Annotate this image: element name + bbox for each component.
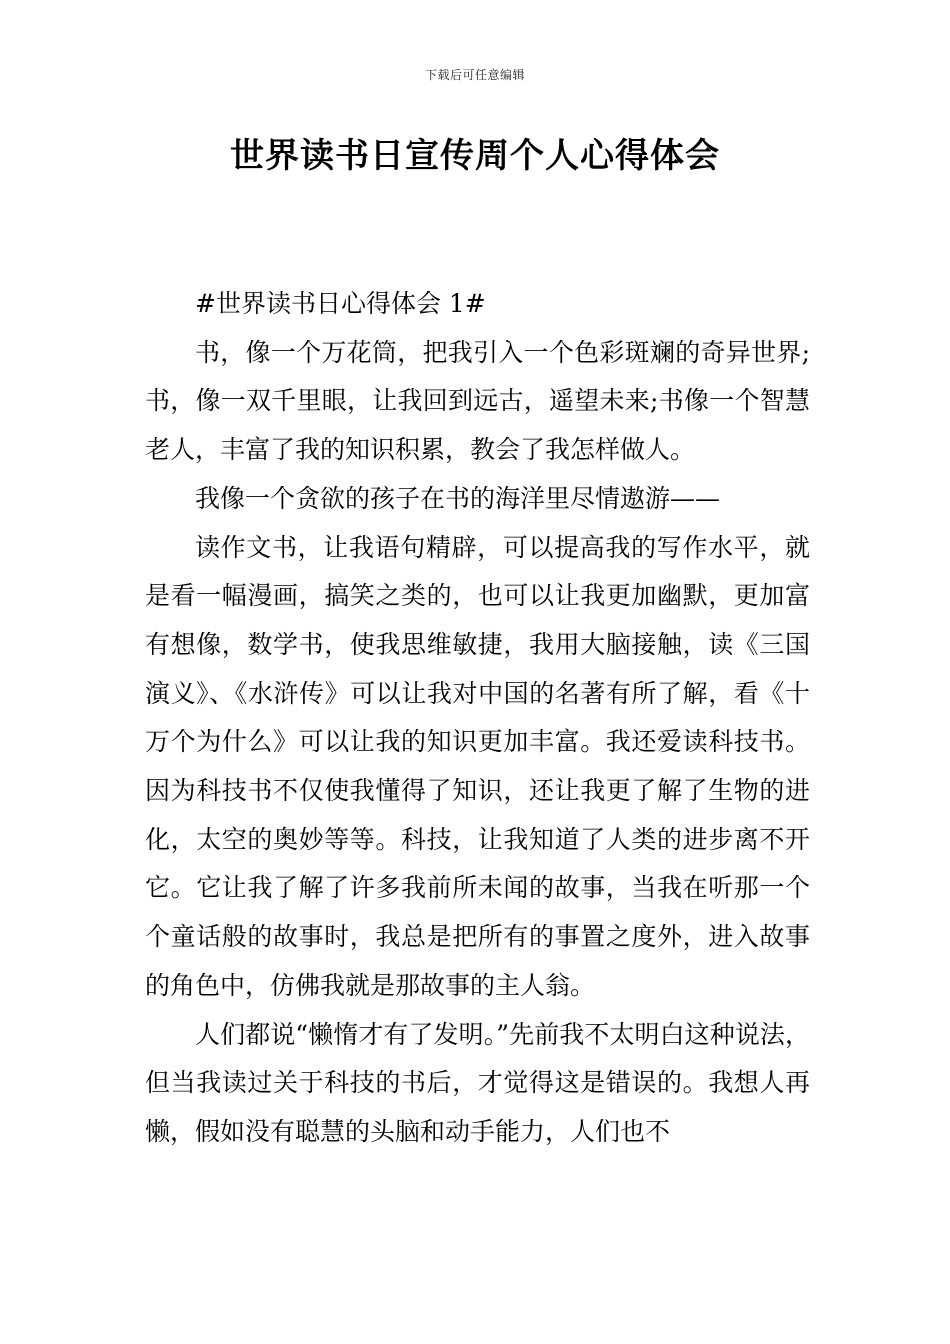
section-heading: #世界读书日心得体会 1#: [195, 289, 486, 318]
document-body: [145, 280, 810, 1157]
paragraph: 人们都说“懒惰才有了发明。”先前我不太明白这种说法，但当我读过关于科技的书后，才觉得这是错误的。我想人再懒，假如没有聪慧的头脑和动手能力，人们也不: [145, 1019, 810, 1146]
header-note: 下载后可任意编辑: [424, 68, 525, 82]
paragraph: 书，像一个万花筒，把我引入一个色彩斑斓的奇异世界;书，像一双千里眼，让我回到远古，遥望未来;书像一个智慧老人，丰富了我的知识积累，教会了我怎样做人。: [145, 337, 810, 465]
document-title: 世界读书日宣传周个人心得体会: [230, 136, 720, 176]
paragraph: 我像一个贪欲的孩子在书的海洋里尽情遨游——: [195, 483, 721, 513]
paragraph: 读作文书，让我语句精辟，可以提高我的写作水平，就是看一幅漫画，搞笑之类的，也可以让我更加幽默，更加富有想像，数学书，使我思维敏捷，我用大脑接触，读《三国演义》、《水浒传》可以让我对中国的名著有所了解，看《十万个为什么》可以让我的知识更加丰富。我还爱读科技书。因为科技书不仅使我懂得了知识，还让我更了解了生物的进化，太空的奥妙等等。科技，让我知道了人类的进步离不开它。它让我了解了许多我前所未闻的故事，当我在听那一个个童话般的故事时，我总是把所有的事置之度外，进入故事的角色中，仿佛我就是那故事的主人翁。: [145, 532, 810, 1000]
